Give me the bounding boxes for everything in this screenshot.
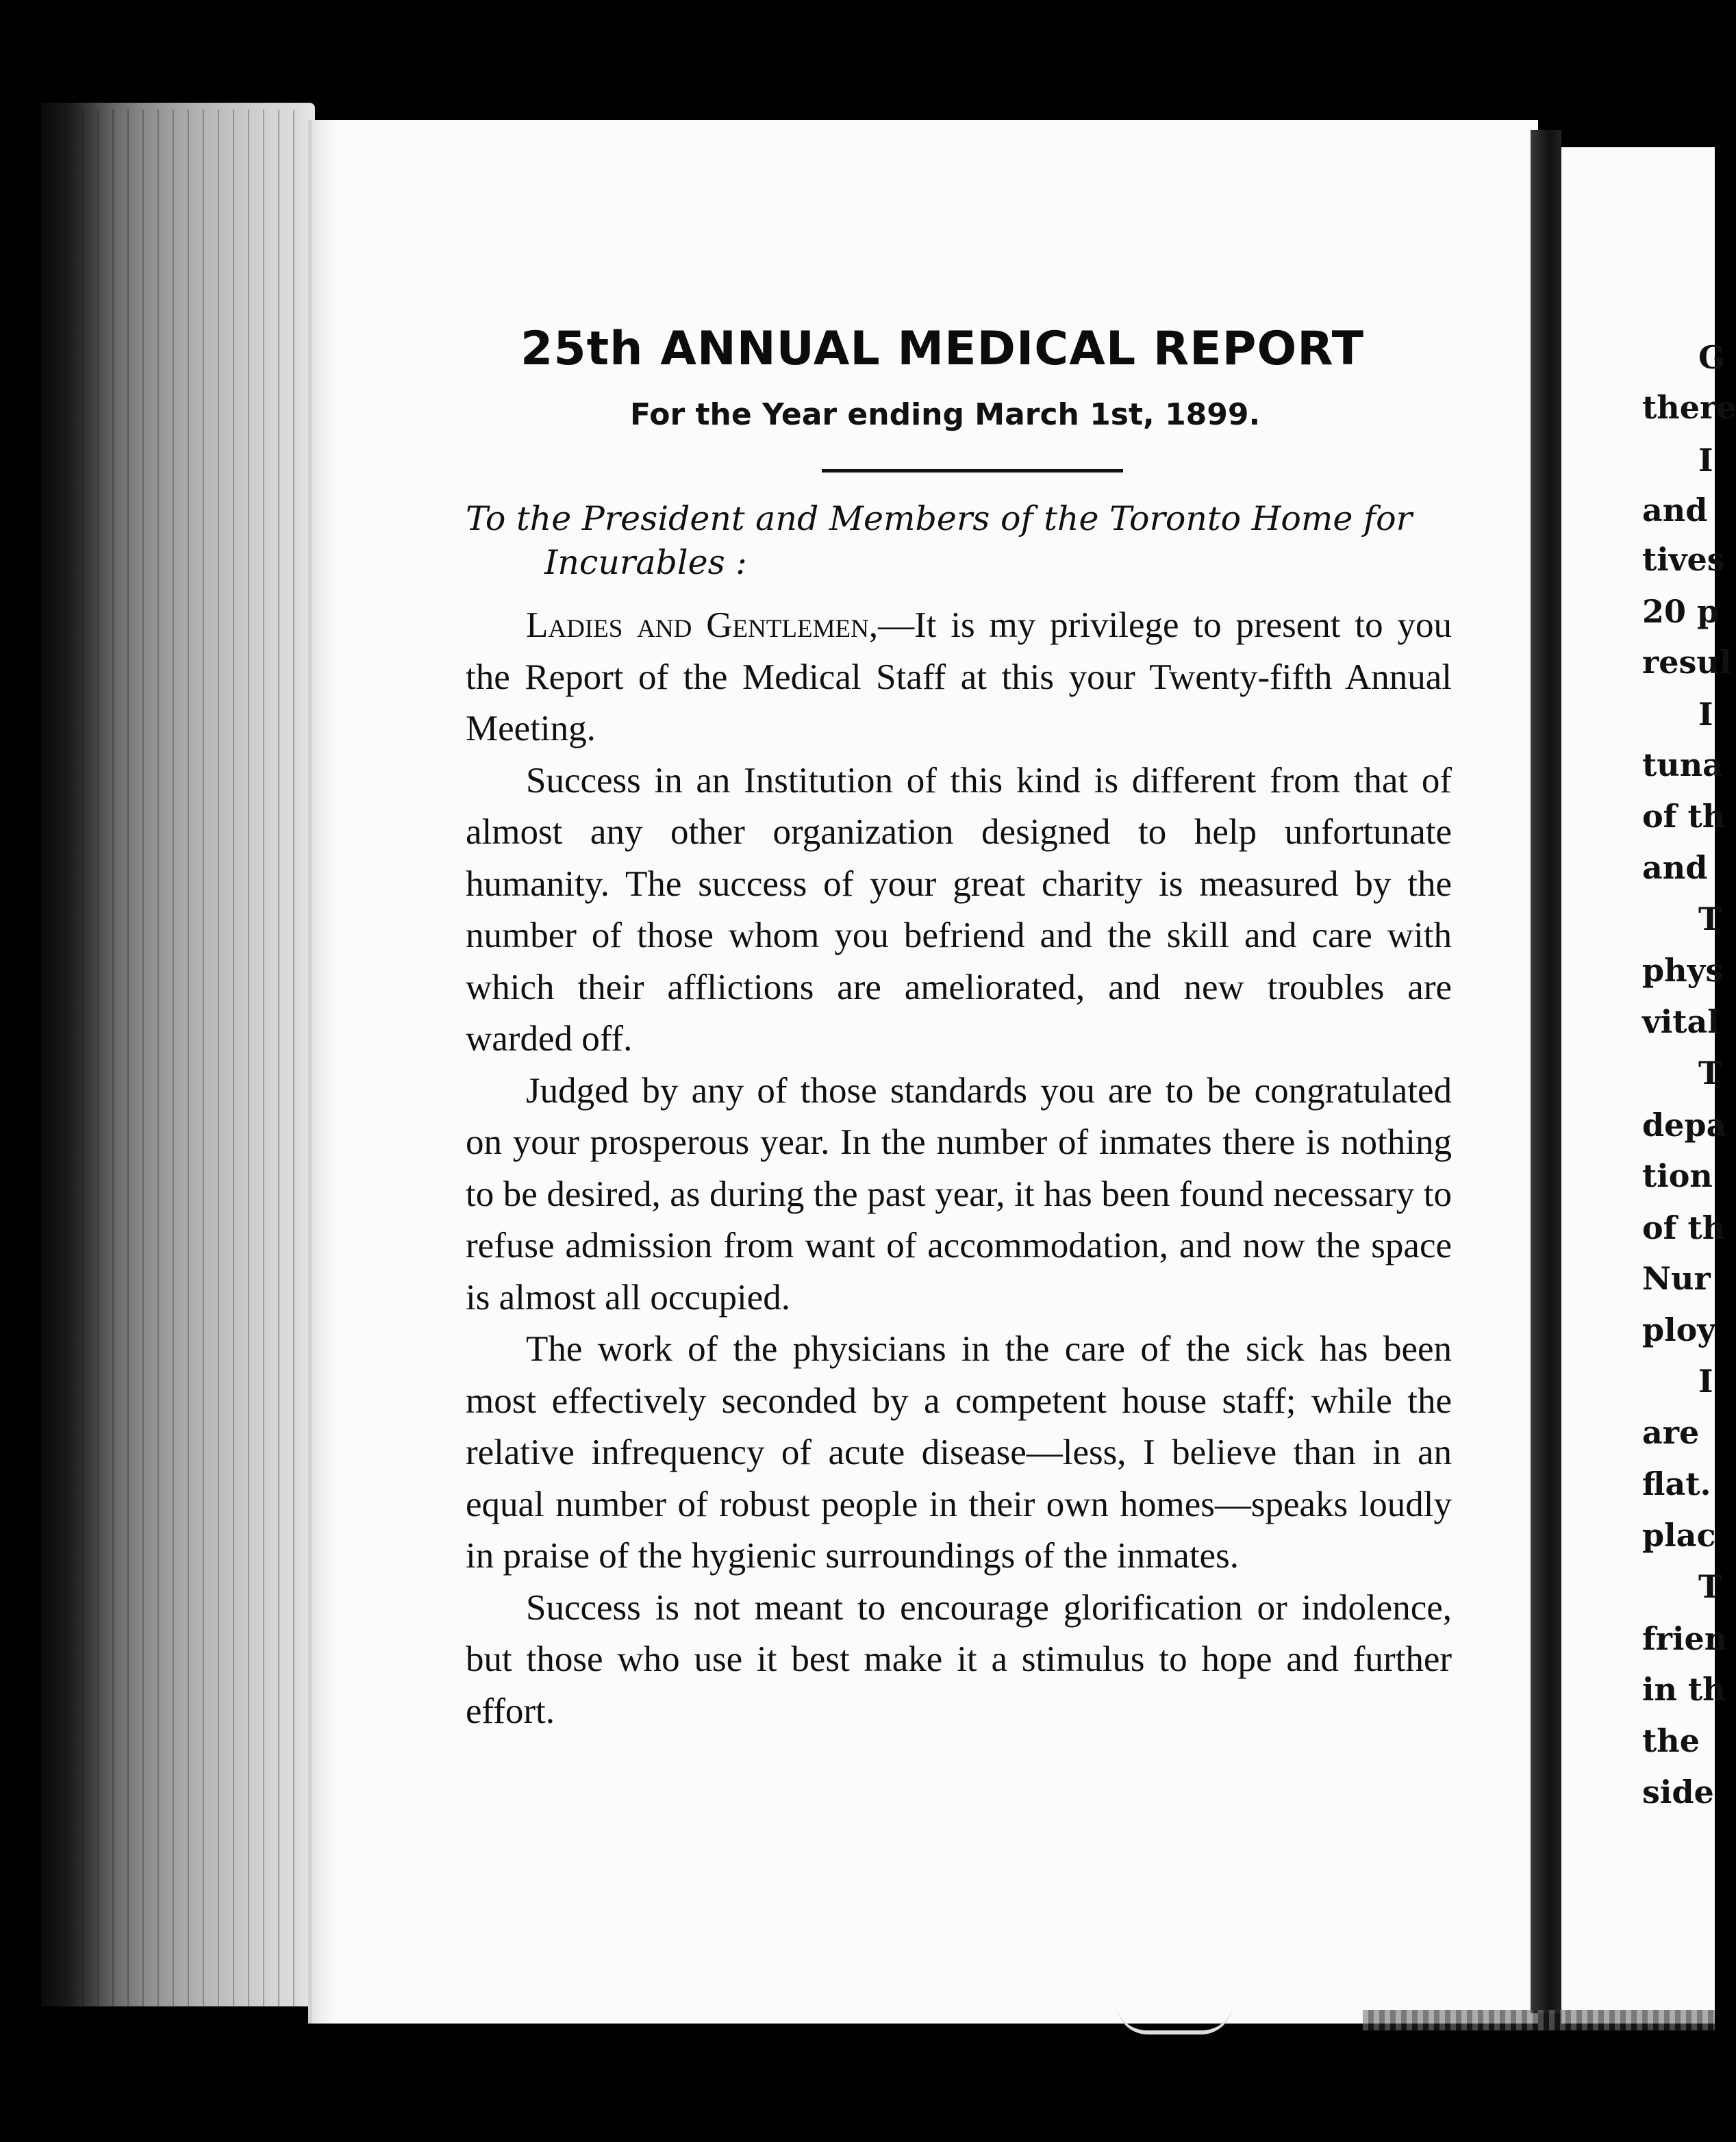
facing-page-fragment: I [1698, 1363, 1713, 1400]
facing-page-fragment: T [1698, 1055, 1722, 1092]
facing-page-fragment: ploy [1642, 1311, 1716, 1348]
heading-rule [822, 469, 1123, 473]
paragraph-text: —It is my privilege to present to you the Report of the Medical Staff at this your Twenty-fifth Annual Meeting. [466, 605, 1452, 748]
facing-page-fragment: resul [1642, 644, 1732, 681]
facing-page-fragment: the [1642, 1722, 1700, 1759]
facing-page-fragment: of th [1642, 1209, 1726, 1246]
facing-page-fragment: 20 p [1642, 593, 1720, 630]
facing-page-fragment: T [1698, 1568, 1722, 1605]
facing-page-fragment: G [1698, 339, 1726, 376]
facing-page-fragment: flat. [1642, 1465, 1711, 1502]
facing-page-fragment: frien [1642, 1620, 1728, 1657]
page-shadow [308, 120, 336, 2024]
lead-in: Ladies and Gentlemen, [526, 605, 879, 645]
facing-page-fragment: vital [1642, 1003, 1720, 1040]
facing-page-fragment: are [1642, 1414, 1700, 1451]
paragraph: Success is not meant to encourage glorification or indolence, but those who use it best make it a stimulus to hope and further effort. [466, 1587, 1452, 1731]
facing-page-fragment: plac [1642, 1517, 1716, 1554]
facing-page-fragment: depa [1642, 1107, 1727, 1144]
ribbon-curve [1116, 2003, 1233, 2034]
salutation [466, 497, 1452, 585]
report-subheading: For the Year ending March 1st, 1899. [630, 397, 1261, 432]
page-edge-lines [82, 110, 308, 2006]
paragraph: Success in an Institution of this kind is different from that of almost any other organization designed to help unfortunate humanity. The success of your great charity is measured by the number of those whom you befriend and the skill and care with which their afflictions are ameliorated, and new troubles are warded off. [466, 760, 1452, 1059]
facing-page-fragment: phys [1642, 952, 1724, 989]
facing-page-fragment: tives [1642, 541, 1725, 578]
facing-page-fragment: I [1698, 696, 1713, 733]
report-body [466, 600, 1452, 1737]
salutation-line-2: Incurables : [544, 543, 747, 582]
paragraph: The work of the physicians in the care of the sick has been most effectively seconded by a competent house staff; while the relative infrequency of acute disease—less, I believe than in an equal number of robust people in their own homes—speaks loudly in praise of the hygienic surroundings of the inmates. [466, 1329, 1452, 1576]
facing-page-fragment: I [1698, 442, 1713, 479]
paragraph: Judged by any of those standards you are to be congratulated on your prosperous year. In the number of inmates there is nothing to be desired, as during the past year, it has been found necessary to refuse admission from want of accommodation, and now the space is almost all occupied. [466, 1070, 1452, 1318]
salutation-line-1: To the President and Members of the Toronto Home for [466, 499, 1413, 538]
facing-page-fragment: T [1698, 900, 1722, 937]
facing-page-fragment: of th [1642, 798, 1726, 835]
report-heading: 25th ANNUAL MEDICAL REPORT [520, 322, 1364, 376]
book-gutter [1531, 130, 1561, 2013]
bottom-edge-strip [1363, 2010, 1715, 2030]
paragraph [466, 600, 1452, 755]
facing-page-fragment: Nur [1642, 1260, 1711, 1297]
facing-page-fragment: tion [1642, 1157, 1713, 1194]
facing-page-fragment: and [1642, 492, 1708, 529]
facing-page-fragment: in th [1642, 1671, 1726, 1708]
facing-page-fragment: there [1642, 389, 1736, 426]
facing-page-fragment: side [1642, 1774, 1714, 1811]
facing-page-fragment: and [1642, 849, 1708, 886]
facing-page-fragment: tuna [1642, 746, 1723, 783]
